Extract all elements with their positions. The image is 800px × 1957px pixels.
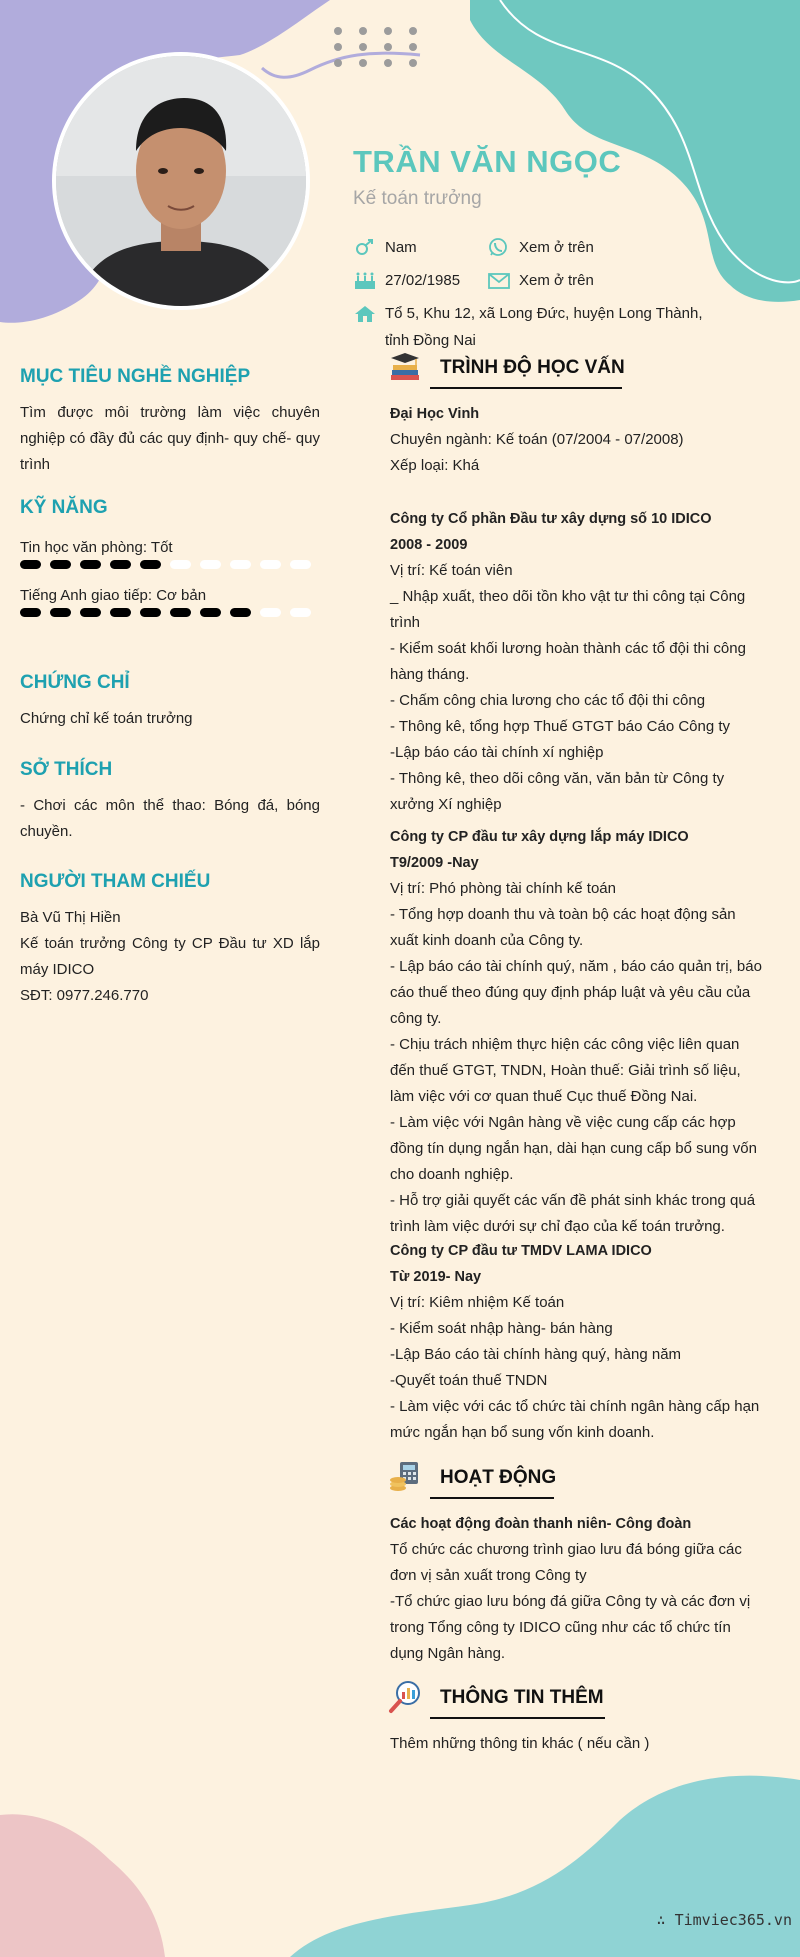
reference-phone: SĐT: 0977.246.770	[20, 987, 149, 1004]
objective-section	[20, 366, 320, 478]
job-line: - Chịu trách nhiệm thực hiện các công việc liên quan đến thuế GTGT, TNDN, Hoàn thuế: Giải trình số liệu, làm việc với cơ quan thuế Cục thuế Đồng Nai.	[390, 1036, 741, 1105]
extra-underline	[430, 1717, 605, 1719]
brand-footer	[657, 1911, 792, 1929]
certificates-text: Chứng chỉ kế toán trưởng	[20, 710, 193, 727]
candidate-job-title: Kế toán trưởng	[353, 188, 482, 209]
mail-icon	[487, 271, 511, 291]
info-birthday	[353, 271, 460, 294]
education-school: Đại Học Vinh	[390, 406, 480, 422]
info-email	[487, 271, 594, 294]
job-period: Từ 2019- Nay	[390, 1269, 482, 1285]
skill-bar-filled	[20, 608, 41, 617]
job-line: -Lập Báo cáo tài chính hàng quý, hàng năm	[390, 1346, 682, 1363]
skill-item	[20, 539, 320, 569]
skill-bar-filled	[140, 560, 161, 569]
candidate-name: TRẦN VĂN NGỌC	[353, 144, 622, 179]
skill-label: Tiếng Anh giao tiếp: Cơ bản	[20, 587, 207, 604]
info-address	[353, 304, 703, 354]
skill-bar-filled	[50, 560, 71, 569]
skill-bar-filled	[80, 560, 101, 569]
extra-text: Thêm những thông tin khác ( nếu cần )	[390, 1735, 650, 1752]
activities-underline	[430, 1497, 554, 1499]
avatar-person-icon	[56, 56, 306, 306]
skill-bar-filled	[50, 608, 71, 617]
activities-line: -Tổ chức giao lưu bóng đá giữa Công ty và các đơn vị trong Tổng công ty IDICO cũng như các tổ chức tín dụng Ngân hàng.	[390, 1593, 751, 1662]
skill-bar-empty	[260, 608, 281, 617]
phone-icon	[487, 238, 511, 258]
references-heading: NGƯỜI THAM CHIẾU	[20, 871, 211, 892]
birthday-text: 27/02/1985	[385, 272, 461, 289]
skill-bar-filled	[80, 608, 101, 617]
skill-bar-filled	[200, 608, 221, 617]
email-text: Xem ở trên	[519, 272, 594, 289]
job-line: Vị trí: Kiêm nhiệm Kế toán	[390, 1294, 565, 1311]
brand-logo-icon: ∴	[656, 1911, 675, 1929]
job-line: - Hỗ trợ giải quyết các vấn đề phát sinh khác trong quá trình làm việc dưới sự chỉ đạo của kế toán trưởng.	[390, 1192, 756, 1235]
home-icon	[353, 304, 377, 324]
address-text: Tổ 5, Khu 12, xã Long Đức, huyện Long Thành, tỉnh Đồng Nai	[385, 305, 703, 349]
job-company: Công ty CP đầu tư xây dựng lắp máy IDICO	[390, 829, 689, 845]
info-phone	[487, 238, 594, 261]
gender-icon	[353, 238, 377, 258]
job-line: -Quyết toán thuế TNDN	[390, 1372, 548, 1389]
skill-bars	[20, 560, 320, 569]
pink-blob	[0, 1814, 165, 1957]
info-gender	[353, 238, 417, 261]
dots-decoration	[334, 27, 417, 67]
job-block	[390, 506, 768, 818]
references-section	[20, 871, 320, 1009]
skill-label: Tin học văn phòng: Tốt	[20, 539, 173, 556]
hobbies-section	[20, 759, 320, 845]
certificates-section	[20, 672, 320, 732]
skill-bars	[20, 608, 320, 617]
activities-line: Tổ chức các chương trình giao lưu đá bóng giữa các đơn vị sản xuất trong Công ty	[390, 1541, 742, 1584]
brand-text: Timviec365.vn	[674, 1911, 792, 1929]
job-line: - Tổng hợp doanh thu và toàn bộ các hoạt động sản xuất kinh doanh của Công ty.	[390, 906, 736, 949]
job-line: - Làm việc với Ngân hàng về việc cung cấp các hợp đồng tín dụng ngắn hạn, dài hạn cung cấp bổ sung vốn cho doanh nghiệp.	[390, 1114, 757, 1183]
job-line: -Lập báo cáo tài chính xí nghiệp	[390, 744, 604, 761]
objective-text: Tìm được môi trường làm việc chuyên nghiệp có đầy đủ các quy định- quy chế- quy trình	[20, 404, 320, 473]
job-company: Công ty Cổ phần Đầu tư xây dựng số 10 IDICO	[390, 511, 712, 527]
job-line: Vị trí: Kế toán viên	[390, 562, 513, 579]
skill-bar-empty	[290, 560, 311, 569]
activities-heading: HOẠT ĐỘNG	[440, 1467, 557, 1488]
coins-calculator-icon	[388, 1460, 422, 1494]
education-underline	[430, 387, 622, 389]
graduation-icon	[388, 350, 422, 384]
education-block	[390, 401, 768, 479]
skill-bar-filled	[110, 560, 131, 569]
skill-bar-filled	[140, 608, 161, 617]
phone-text: Xem ở trên	[519, 239, 594, 256]
skills-heading: KỸ NĂNG	[20, 497, 108, 518]
job-period: 2008 - 2009	[390, 537, 468, 553]
cake-icon	[353, 271, 377, 291]
job-line: - Chấm công chia lương cho các tổ đội thi công	[390, 692, 706, 709]
hobbies-heading: SỞ THÍCH	[20, 759, 113, 780]
reference-name: Bà Vũ Thị Hiền	[20, 909, 121, 926]
job-block	[390, 824, 768, 1240]
avatar	[52, 52, 310, 310]
chart-magnifier-icon	[388, 1680, 422, 1714]
skills-section	[20, 497, 320, 617]
skill-bar-filled	[110, 608, 131, 617]
skill-bar-empty	[200, 560, 221, 569]
objective-heading: MỤC TIÊU NGHỀ NGHIỆP	[20, 366, 251, 387]
reference-position: Kế toán trưởng Công ty CP Đầu tư XD lắp máy IDICO	[20, 935, 320, 978]
hobbies-text: - Chơi các môn thể thao: Bóng đá, bóng chuyền.	[20, 797, 320, 840]
skill-bar-empty	[260, 560, 281, 569]
aqua-blob	[290, 1776, 800, 1957]
job-line: _ Nhập xuất, theo dõi tồn kho vật tư thi công tại Công trình	[390, 588, 746, 631]
skill-bar-filled	[230, 608, 251, 617]
job-line: - Kiểm soát khối lương hoàn thành các tổ đội thi công hàng tháng.	[390, 640, 746, 683]
job-line: Vị trí: Phó phòng tài chính kế toán	[390, 880, 616, 897]
skill-bar-filled	[170, 608, 191, 617]
education-heading: TRÌNH ĐỘ HỌC VẤN	[440, 357, 625, 378]
extra-heading: THÔNG TIN THÊM	[440, 1687, 604, 1708]
activities-block	[390, 1511, 768, 1667]
skill-bar-empty	[230, 560, 251, 569]
skill-item	[20, 587, 320, 617]
education-grade: Xếp loại: Khá	[390, 457, 480, 474]
job-line: - Làm việc với các tổ chức tài chính ngân hàng cấp hạn mức ngắn hạn bổ sung vốn kinh doanh.	[390, 1398, 760, 1441]
job-company: Công ty CP đầu tư TMDV LAMA IDICO	[390, 1243, 652, 1259]
activities-title: Các hoạt động đoàn thanh niên- Công đoàn	[390, 1516, 692, 1532]
education-major: Chuyên ngành: Kế toán (07/2004 - 07/2008)	[390, 431, 684, 448]
gender-text: Nam	[385, 239, 417, 256]
job-line: - Thông kê, theo dõi công văn, văn bản từ Công ty xưởng Xí nghiệp	[390, 770, 725, 813]
extra-block	[390, 1731, 768, 1757]
skill-bar-empty	[170, 560, 191, 569]
job-line: - Lập báo cáo tài chính quý, năm , báo cáo quản trị, báo cáo thuế theo đúng quy định pháp luật và yêu cầu của công ty.	[390, 958, 762, 1027]
job-line: - Kiểm soát nhập hàng- bán hàng	[390, 1320, 613, 1337]
job-period: T9/2009 -Nay	[390, 855, 479, 871]
skill-bar-empty	[290, 608, 311, 617]
skill-bar-filled	[20, 560, 41, 569]
job-block	[390, 1238, 768, 1446]
job-line: - Thông kê, tổng hợp Thuế GTGT báo Cáo Công ty	[390, 718, 731, 735]
certificates-heading: CHỨNG CHỈ	[20, 672, 130, 693]
